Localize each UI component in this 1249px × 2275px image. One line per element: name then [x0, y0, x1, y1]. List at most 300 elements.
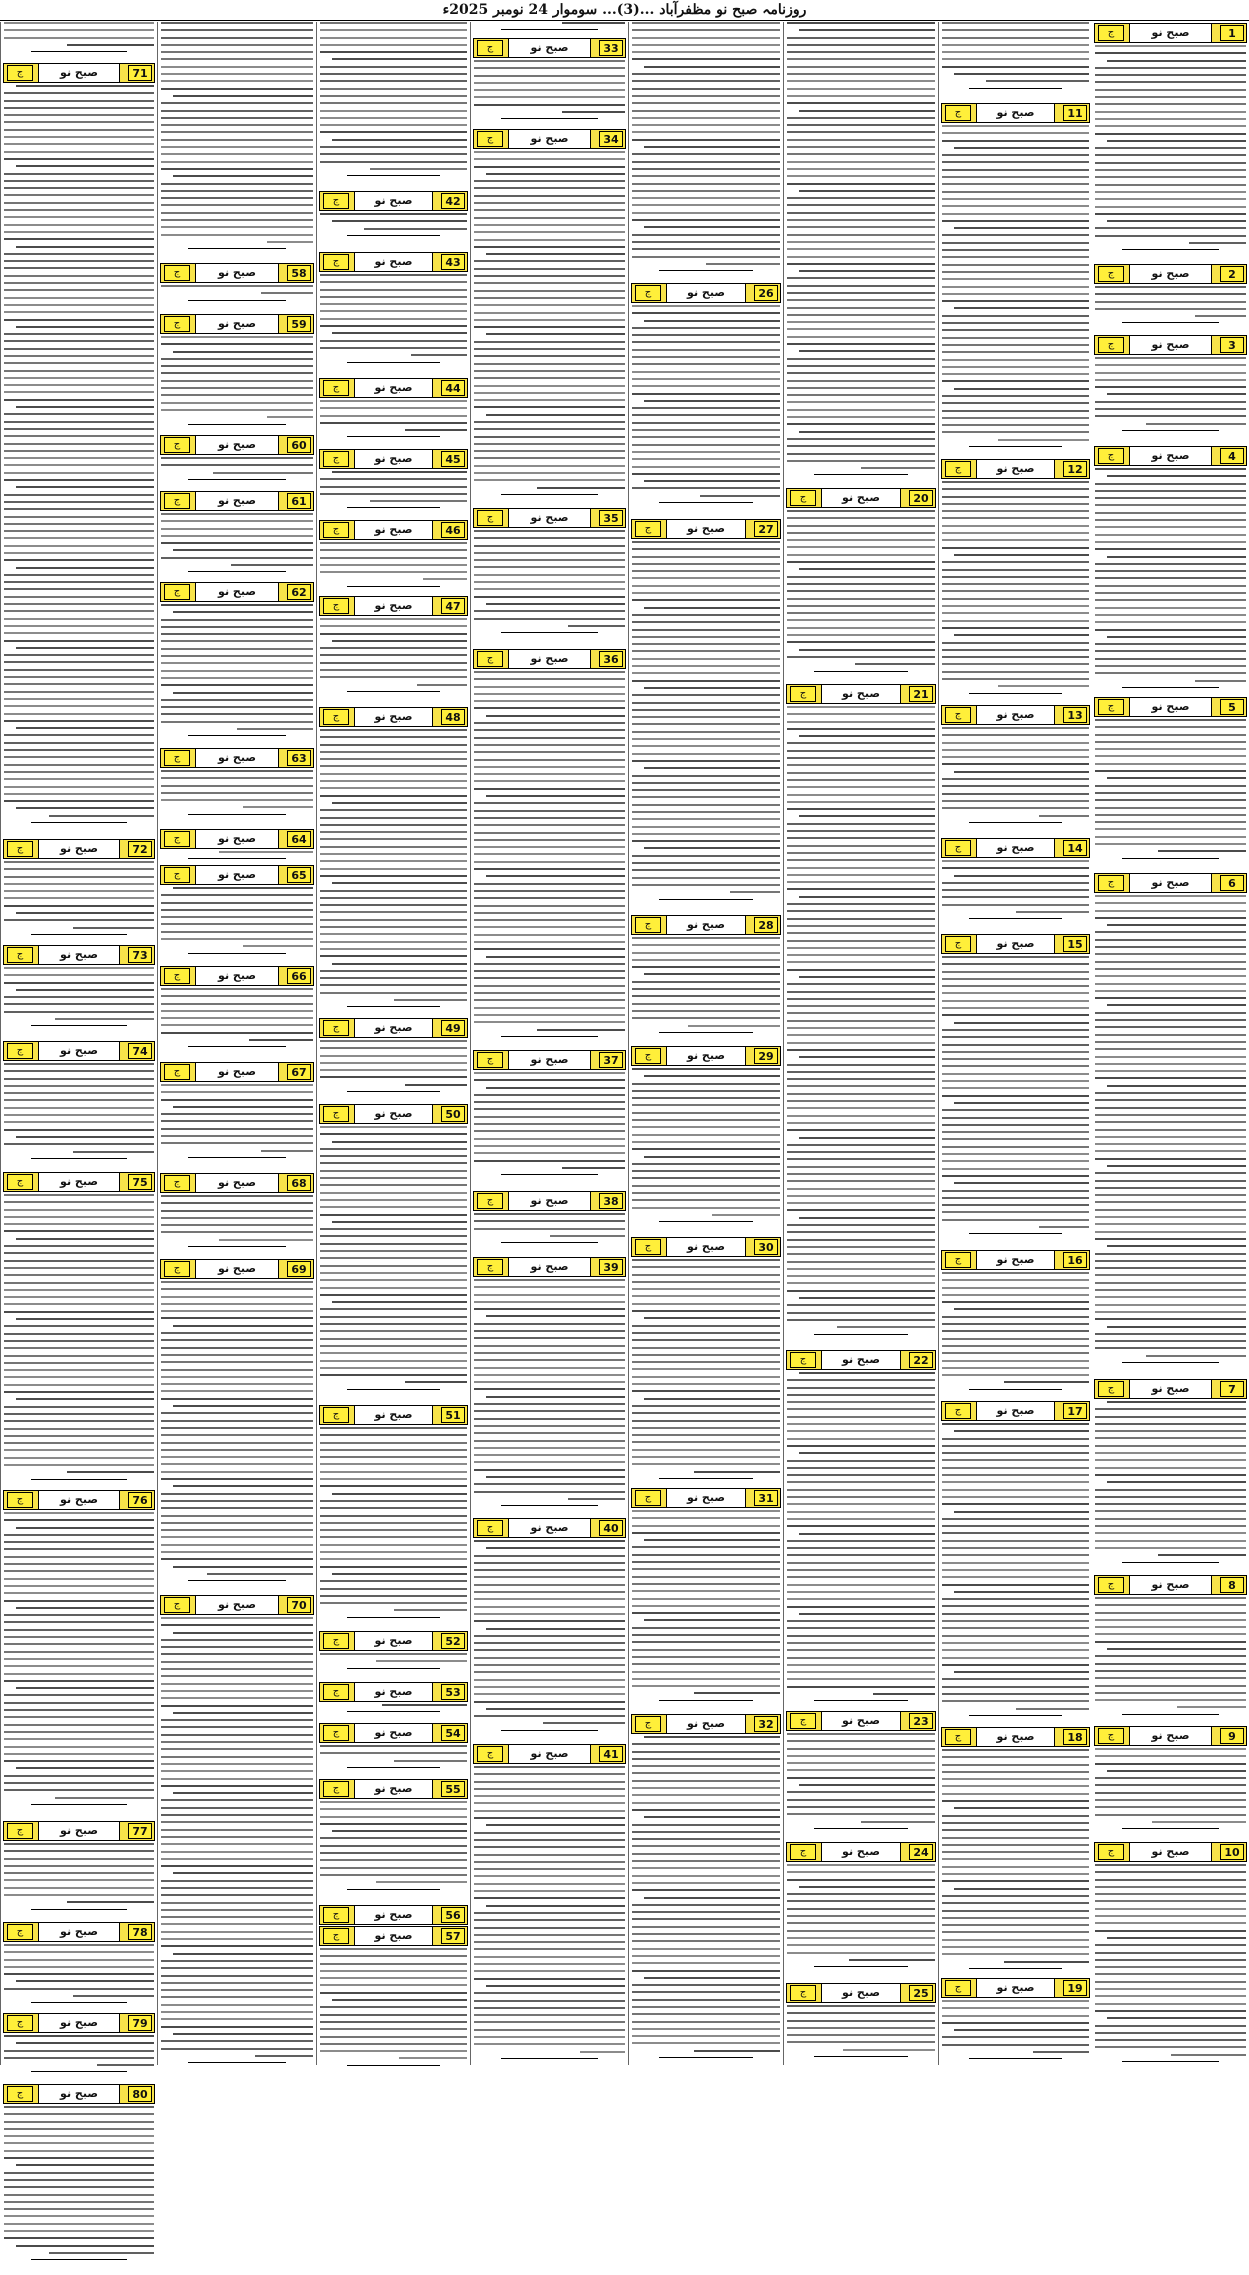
text-line	[4, 2035, 154, 2037]
item-header-label: صبح نو	[38, 1923, 120, 1941]
text-line	[474, 275, 625, 277]
text-line	[1095, 1864, 1246, 1866]
header-mark: ج	[945, 840, 971, 856]
text-line	[942, 1445, 1089, 1447]
text-line	[849, 1959, 935, 1961]
text-line	[4, 1289, 154, 1291]
text-line	[474, 722, 625, 724]
text-line	[942, 242, 1089, 244]
text-line	[1095, 1408, 1246, 1410]
item-header	[160, 263, 314, 283]
text-line	[161, 1960, 313, 1962]
text-line	[787, 1445, 935, 1447]
text-line	[787, 1576, 935, 1578]
text-line	[942, 1635, 1089, 1637]
text-line	[632, 1831, 780, 1833]
text-line	[942, 1452, 1089, 1454]
item-divider	[1122, 1828, 1219, 1829]
item-number: 61	[287, 493, 311, 509]
text-line	[787, 1107, 935, 1109]
text-line	[787, 2012, 935, 2014]
text-line	[632, 1281, 780, 1283]
text-line	[942, 37, 1089, 39]
news-item	[1092, 335, 1249, 445]
text-line	[799, 976, 935, 978]
text-line	[632, 1663, 780, 1665]
text-line	[799, 1137, 935, 1139]
text-line	[632, 363, 780, 365]
text-line	[787, 197, 935, 199]
text-line	[4, 1347, 154, 1349]
text-line	[320, 1463, 467, 1465]
text-line	[644, 1156, 780, 1158]
text-line	[787, 1518, 935, 1520]
text-line	[161, 1339, 313, 1341]
text-line	[320, 809, 467, 811]
item-number: 16	[1063, 1252, 1087, 1268]
text-line	[4, 1951, 154, 1953]
text-line	[320, 1536, 467, 1538]
text-line	[474, 737, 625, 739]
item-divider	[659, 1700, 753, 1701]
news-item	[939, 459, 1092, 704]
item-divider	[501, 29, 598, 30]
item-number: 74	[128, 1043, 152, 1059]
text-line	[632, 665, 780, 667]
item-header	[1094, 1575, 1247, 1595]
text-line	[787, 1401, 935, 1403]
text-line	[632, 248, 780, 250]
text-line	[161, 1390, 313, 1392]
text-line	[787, 1864, 935, 1866]
text-line	[161, 1909, 313, 1911]
text-line	[632, 811, 780, 813]
text-line	[1158, 1554, 1246, 1556]
text-line	[1095, 814, 1246, 816]
text-line	[644, 1398, 780, 1400]
text-line	[1095, 1041, 1246, 1043]
text-line	[1095, 1597, 1246, 1599]
text-line	[161, 1449, 313, 1451]
text-line	[161, 1522, 313, 1524]
text-line	[632, 1259, 780, 1261]
item-number: 15	[1063, 936, 1087, 952]
item-number: 5	[1220, 699, 1244, 715]
text-line	[1095, 415, 1246, 417]
text-line	[320, 1250, 467, 1252]
text-line	[1189, 242, 1246, 244]
text-line	[787, 1755, 935, 1757]
text-line	[942, 58, 1089, 60]
text-line	[474, 618, 625, 620]
item-header	[3, 1922, 155, 1942]
item-divider	[814, 474, 908, 475]
news-item	[629, 1237, 783, 1487]
text-line	[787, 656, 935, 658]
item-header	[1094, 697, 1247, 717]
text-line	[632, 782, 780, 784]
text-line	[632, 1449, 780, 1451]
text-line	[942, 234, 1089, 236]
text-line	[787, 394, 935, 396]
text-line	[4, 355, 154, 357]
header-mark: ج	[790, 686, 816, 702]
text-line	[632, 51, 780, 53]
text-line	[320, 1515, 467, 1517]
text-line	[787, 961, 935, 963]
text-line	[632, 826, 780, 828]
text-line	[787, 1678, 935, 1680]
text-line	[1095, 468, 1246, 470]
item-number: 52	[441, 1633, 465, 1649]
text-line	[320, 400, 467, 402]
item-divider	[347, 2065, 440, 2066]
text-line	[320, 647, 467, 649]
item-divider	[188, 814, 286, 815]
header-mark: ج	[635, 285, 661, 301]
text-line	[1095, 1547, 1246, 1549]
text-line	[1095, 1518, 1246, 1520]
text-line	[1095, 1604, 1246, 1606]
item-header-label: صبح نو	[821, 1351, 901, 1369]
text-line	[942, 424, 1089, 426]
text-line	[942, 1764, 1089, 1766]
item-number: 79	[128, 2015, 152, 2031]
text-line	[67, 44, 154, 46]
text-line	[16, 727, 154, 729]
text-line	[632, 1561, 780, 1563]
text-line	[474, 1664, 625, 1666]
text-line	[320, 1507, 467, 1509]
text-line	[787, 1005, 935, 1007]
text-line	[787, 1394, 935, 1396]
text-line	[632, 393, 780, 395]
text-line	[787, 88, 935, 90]
text-line	[787, 546, 935, 548]
item-text-block	[1, 861, 157, 929]
text-line	[954, 875, 1089, 877]
text-line	[474, 926, 625, 928]
text-line	[161, 792, 313, 794]
text-line	[474, 832, 625, 834]
item-text-block	[1092, 1597, 1249, 1708]
item-header-label: صبح نو	[821, 489, 901, 507]
text-line	[320, 970, 467, 972]
text-line	[942, 598, 1089, 600]
item-text-block	[784, 510, 938, 665]
text-line	[1095, 665, 1246, 667]
text-line	[161, 916, 313, 918]
header-mark: ج	[7, 1174, 33, 1190]
text-line	[942, 1931, 1089, 1933]
item-divider	[969, 446, 1062, 447]
text-line	[320, 22, 467, 24]
text-line	[632, 1170, 780, 1172]
text-line	[787, 234, 935, 236]
text-line	[161, 51, 313, 53]
text-line	[320, 37, 467, 39]
text-line	[320, 955, 467, 957]
text-line	[4, 275, 154, 277]
item-header-label: صبح نو	[38, 2014, 120, 2032]
text-line	[1095, 1784, 1246, 1786]
text-line	[787, 1627, 935, 1629]
text-line	[320, 1062, 467, 1064]
text-line	[332, 963, 467, 965]
item-header	[941, 459, 1090, 479]
text-line	[4, 1694, 154, 1696]
text-line	[474, 566, 625, 568]
text-line	[4, 370, 154, 372]
text-line	[474, 239, 625, 241]
text-line	[1095, 1296, 1246, 1298]
text-line	[1107, 393, 1246, 395]
header-mark: ج	[477, 1259, 503, 1275]
item-text-block	[471, 530, 628, 627]
text-line	[474, 773, 625, 775]
text-line	[4, 2208, 154, 2210]
text-line	[942, 2000, 1089, 2002]
item-divider	[188, 571, 286, 572]
item-header-label: صبح نو	[195, 1596, 279, 1614]
text-line	[942, 271, 1089, 273]
item-number: 18	[1063, 1729, 1087, 1745]
text-line	[787, 1246, 935, 1248]
text-line	[474, 1308, 625, 1310]
text-line	[1016, 911, 1090, 913]
text-line	[16, 807, 154, 809]
text-line	[787, 175, 935, 177]
text-line	[942, 1793, 1089, 1795]
text-line	[787, 1799, 935, 1801]
text-line	[632, 855, 780, 857]
text-line	[787, 438, 935, 440]
text-line	[942, 956, 1089, 958]
item-divider	[188, 953, 286, 954]
text-line	[474, 610, 625, 612]
item-header-label: صبح نو	[976, 935, 1055, 953]
item-header-label: صبح نو	[354, 1927, 433, 1945]
item-divider	[501, 632, 598, 633]
text-line	[320, 1265, 467, 1267]
text-line	[16, 1767, 154, 1769]
text-line	[4, 1209, 154, 1211]
item-header-label: صبح نو	[666, 1238, 746, 1256]
text-line	[320, 493, 467, 495]
text-line	[161, 1099, 313, 1101]
text-line	[4, 1303, 154, 1305]
text-line	[4, 333, 154, 335]
item-header	[319, 1405, 468, 1425]
text-line	[787, 1733, 935, 1735]
text-line	[320, 824, 467, 826]
text-line	[161, 1851, 313, 1853]
item-header	[631, 283, 781, 303]
header-mark: ج	[1098, 1728, 1124, 1744]
text-line	[4, 92, 154, 94]
text-line	[417, 684, 467, 686]
text-line	[942, 1124, 1089, 1126]
item-text-block	[939, 956, 1092, 1228]
text-line	[161, 1544, 313, 1546]
text-line	[320, 51, 467, 53]
item-text-block	[158, 604, 316, 730]
text-line	[320, 948, 467, 950]
text-line	[474, 1569, 625, 1571]
text-line	[474, 766, 625, 768]
item-number: 68	[287, 1175, 311, 1191]
item-divider	[347, 507, 440, 508]
text-line	[474, 1213, 625, 1215]
text-line	[787, 1387, 935, 1389]
header-mark: ج	[1098, 25, 1124, 41]
item-header-label: صبح نو	[1129, 265, 1212, 283]
text-line	[4, 632, 154, 634]
text-line	[787, 1379, 935, 1381]
text-line	[632, 1192, 780, 1194]
text-line	[161, 1996, 313, 1998]
text-line	[787, 561, 935, 563]
text-line	[320, 669, 467, 671]
text-line	[474, 970, 625, 972]
text-line	[787, 219, 935, 221]
text-line	[787, 66, 935, 68]
text-line	[799, 1784, 935, 1786]
text-line	[580, 2051, 625, 2053]
text-line	[942, 1301, 1089, 1303]
text-line	[370, 500, 467, 502]
text-line	[632, 1017, 780, 1019]
news-item	[471, 38, 628, 128]
text-line	[173, 611, 313, 613]
text-line	[474, 1613, 625, 1615]
text-line	[4, 1775, 154, 1777]
item-header	[319, 1631, 468, 1651]
text-line	[474, 1014, 625, 1016]
text-line	[474, 1883, 625, 1885]
text-line	[4, 231, 154, 233]
text-line	[173, 1792, 313, 1794]
text-line	[942, 1423, 1089, 1425]
text-line	[632, 680, 780, 682]
text-line	[787, 874, 935, 876]
text-line	[474, 751, 625, 753]
text-line	[632, 1627, 780, 1629]
text-line	[787, 1115, 935, 1117]
text-line	[474, 1635, 625, 1637]
news-item	[1, 945, 157, 1040]
item-divider	[659, 270, 753, 271]
text-line	[942, 1073, 1089, 1075]
text-line	[4, 1738, 154, 1740]
item-divider	[188, 248, 286, 249]
text-line	[632, 804, 780, 806]
text-line	[474, 1875, 625, 1877]
text-line	[632, 995, 780, 997]
text-line	[942, 1627, 1089, 1629]
text-line	[320, 161, 467, 163]
text-line	[1095, 1445, 1246, 1447]
text-line	[787, 576, 935, 578]
text-line	[4, 1428, 154, 1430]
text-line	[843, 2049, 935, 2051]
header-mark: ج	[323, 193, 349, 209]
item-text-block	[317, 22, 470, 170]
text-line	[399, 2057, 467, 2059]
item-header-label: صبح نو	[666, 1715, 746, 1733]
text-line	[942, 547, 1089, 549]
text-line	[632, 629, 780, 631]
text-line	[173, 1405, 313, 1407]
item-text-block	[1, 1512, 157, 1799]
text-line	[16, 1687, 154, 1689]
text-line	[320, 124, 467, 126]
item-text-block	[317, 1948, 470, 2059]
text-line	[474, 268, 625, 270]
item-header	[160, 1173, 314, 1193]
text-line	[1095, 1209, 1246, 1211]
text-line	[4, 2128, 154, 2130]
text-line	[161, 909, 313, 911]
text-line	[787, 1460, 935, 1462]
text-line	[1095, 198, 1246, 200]
text-line	[1095, 89, 1246, 91]
text-line	[942, 51, 1089, 53]
text-line	[1095, 1129, 1246, 1131]
text-line	[320, 787, 467, 789]
text-line	[320, 1069, 467, 1071]
text-line	[474, 1620, 625, 1622]
item-number: 66	[287, 968, 311, 984]
text-line	[1095, 111, 1246, 113]
text-line	[942, 1051, 1089, 1053]
text-line	[161, 902, 313, 904]
text-line	[942, 1866, 1089, 1868]
news-column	[470, 22, 628, 2065]
item-header	[473, 1518, 626, 1538]
item-header-label: صبح نو	[195, 1260, 279, 1278]
text-line	[4, 253, 154, 255]
news-item	[471, 1744, 628, 2074]
item-divider	[814, 1828, 908, 1829]
text-line	[486, 1476, 625, 1478]
text-line	[942, 1352, 1089, 1354]
text-line	[1095, 1677, 1246, 1679]
item-number: 57	[441, 1928, 465, 1944]
text-line	[320, 1374, 467, 1376]
text-line	[474, 2014, 625, 2016]
text-line	[1095, 1143, 1246, 1145]
text-line	[161, 535, 313, 537]
item-divider	[347, 362, 440, 363]
text-line	[4, 1230, 154, 1232]
item-header-label: صبح نو	[1129, 1727, 1212, 1745]
text-line	[787, 583, 935, 585]
text-line	[161, 285, 313, 287]
text-line	[4, 289, 154, 291]
text-line	[1107, 475, 1246, 477]
item-text-block	[629, 1259, 783, 1473]
text-line	[787, 1496, 935, 1498]
header-mark: ج	[7, 65, 33, 81]
text-line	[1095, 1777, 1246, 1779]
text-line	[4, 2223, 154, 2225]
text-line	[161, 1091, 313, 1093]
text-line	[4, 1512, 154, 1514]
text-line	[474, 1970, 625, 1972]
text-line	[787, 801, 935, 803]
text-line	[474, 1152, 625, 1154]
